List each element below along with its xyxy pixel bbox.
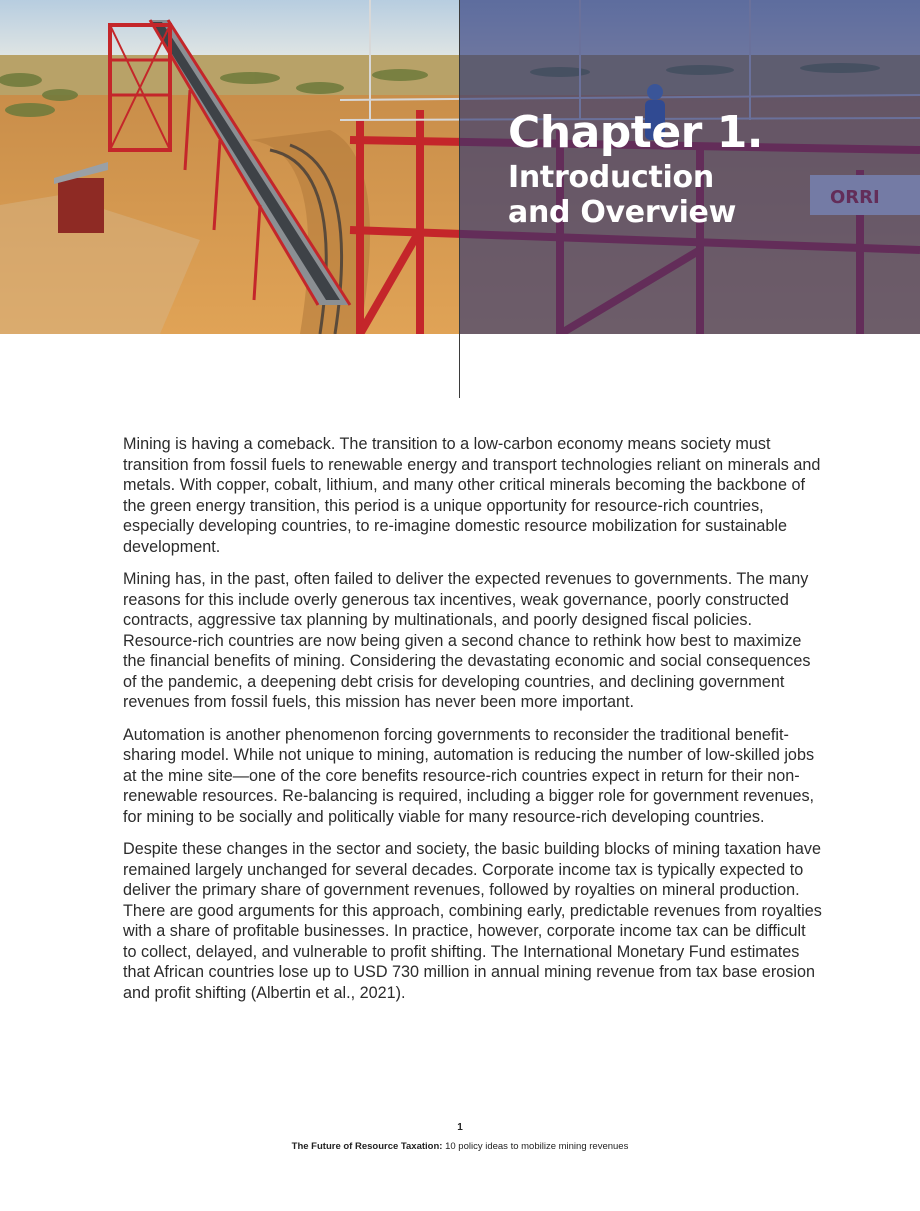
chapter-number: Chapter 1. bbox=[508, 107, 764, 158]
page-number: 1 bbox=[457, 1122, 463, 1133]
publication-subtitle: 10 policy ideas to mobilize mining revenues bbox=[442, 1141, 629, 1152]
body-text bbox=[123, 434, 823, 1015]
divider-line bbox=[459, 0, 460, 398]
chapter-subtitle-line1: Introduction bbox=[508, 160, 714, 195]
paragraph: Mining is having a comeback. The transition to a low-carbon economy means society must transition from fossil fuels to renewable energy and transport technologies reliant on minerals and metals. With copper, cobalt, lithium, and many other critical minerals becoming the backbone of the green energy transition, this period is a unique opportunity for resource-rich countries, especially developing countries, to re-imagine domestic resource mobilization for sustainable development. bbox=[123, 435, 821, 556]
paragraph: Automation is another phenomenon forcing governments to reconsider the traditional benefit-sharing model. While not unique to mining, automation is reducing the number of low-skilled jobs at the mine site—one of the core benefits resource-rich countries expect in return for their non-renewable resources. Re-balancing is required, including a bigger role for government revenues, for mining to be socially and politically viable for many resource-rich developing countries. bbox=[123, 725, 815, 826]
hero-image bbox=[0, 0, 920, 334]
chapter-heading bbox=[508, 106, 763, 230]
paragraph: Despite these changes in the sector and society, the basic building blocks of mining taxation have remained largely unchanged for several decades. Corporate income tax is typically expected to deliver the primary share of government revenues, followed by royalties on mineral production. There are good arguments for this approach, combining early, predictable revenues from royalties with a share of profitable businesses. In practice, however, corporate income tax can be difficult to collect, delayed, and vulnerable to profit shifting. The International Monetary Fund estimates that African countries lose up to USD 730 million in annual mining revenue from tax base erosion and profit shifting (Albertin et al., 2021). bbox=[123, 840, 822, 1002]
paragraph: Mining has, in the past, often failed to deliver the expected revenues to governments. The many reasons for this include overly generous tax incentives, weak governance, poorly constructed contracts, aggressive tax planning by multinationals, and poorly designed fiscal policies. Resource-rich countries are now being given a second chance to rethink how best to maximize the financial benefits of mining. Considering the devastating economic and social consequences of the pandemic, a deepening debt crisis for developing countries, and declining government revenues from fossil fuels, this mission has never been more important. bbox=[123, 570, 811, 711]
publication-title: The Future of Resource Taxation: bbox=[291, 1141, 443, 1152]
chapter-subtitle-line2: and Overview bbox=[508, 195, 737, 230]
footer bbox=[0, 1141, 920, 1152]
